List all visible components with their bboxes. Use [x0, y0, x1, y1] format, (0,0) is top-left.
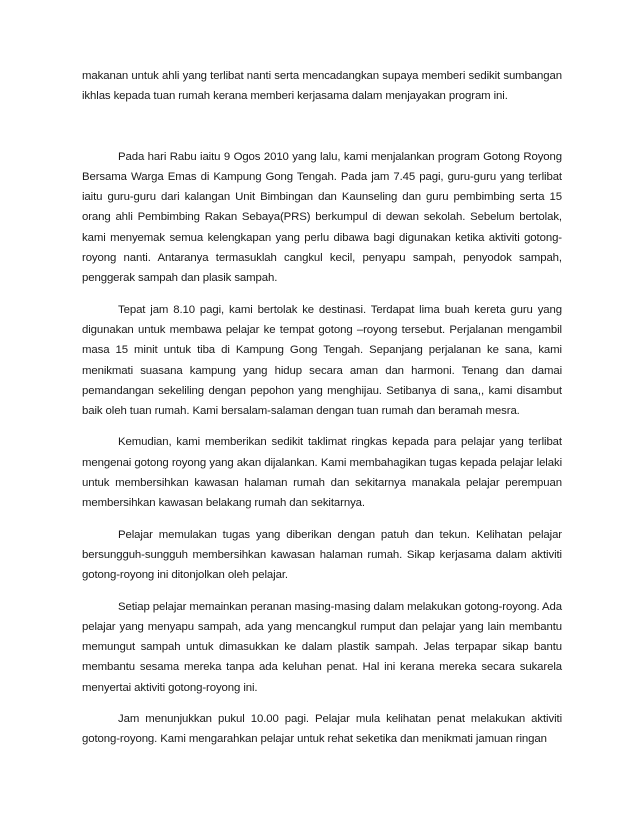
document-body — [82, 66, 562, 750]
paragraph-program-intro: Pada hari Rabu iaitu 9 Ogos 2010 yang lalu, kami menjalankan program Gotong Royong Bersama Warga Emas di Kampung Gong Tengah. Pada jam 7.45 pagi, guru-guru yang terlibat iaitu guru-guru dari kalangan Unit Bimbingan dan Kaunseling dan guru pembimbing serta 15 orang ahli Pembimbing Rakan Sebaya(PRS) berkumpul di dewan sekolah. Sebelum bertolak, kami menyemak semua kelengkapan yang perlu dibawa bagi digunakan ketika aktiviti gotong-royong nanti. Antaranya termasuklah cangkul kecil, penyapu sampah, penyodok sampah, penggerak sampah dan plasik sampah. — [82, 150, 562, 285]
paragraph-roles: Setiap pelajar memainkan peranan masing-masing dalam melakukan gotong-royong. Ada pelajar yang menyapu sampah, ada yang mencangkul rumput dan pelajar yang lain membantu memungut sampah untuk dimasukkan ke dalam plastik sampah. Jelas terpapar sikap bantu membantu sesama mereka tanpa ada keluhan penat. Hal ini kerana mereka secara sukarela menyertai aktiviti gotong-royong ini. — [82, 600, 562, 694]
paragraph-departure: Tepat jam 8.10 pagi, kami bertolak ke destinasi. Terdapat lima buah kereta guru yang digunakan untuk membawa pelajar ke tempat gotong –royong tersebut. Perjalanan mengambil masa 15 minit untuk tiba di Kampung Gong Tengah. Sepanjang perjalanan ke sana, kami menikmati suasana kampung yang hidup secara aman dan harmoni. Tenang dan damai pemandangan sekeliling dengan pepohon yang menghijau. Setibanya di sana,, kami disambut baik oleh tuan rumah. Kami bersalam-salaman dengan tuan rumah dan beramah mesra. — [82, 303, 562, 418]
paragraph-briefing: Kemudian, kami memberikan sedikit taklimat ringkas kepada para pelajar yang terlibat mengenai gotong royong yang akan dijalankan. Kami membahagikan tugas kepada pelajar lelaki untuk membersihkan kawasan halaman rumah dan sekitarnya manakala pelajar perempuan membersihkan kawasan belakang rumah dan sekitarnya. — [82, 436, 562, 510]
paragraph-rest: Jam menunjukkan pukul 10.00 pagi. Pelajar mula kelihatan penat melakukan aktiviti gotong-royong. Kami mengarahkan pelajar untuk rehat seketika dan menikmati jamuan ringan — [82, 713, 562, 746]
paragraph-continuation: makanan untuk ahli yang terlibat nanti serta mencadangkan supaya memberi sedikit sumbangan ikhlas kepada tuan rumah kerana memberi kerjasama dalam menjayakan program ini. — [82, 70, 562, 103]
paragraph-task-start: Pelajar memulakan tugas yang diberikan dengan patuh dan tekun. Kelihatan pelajar bersungguh-sungguh membersihkan kawasan halaman rumah. Sikap kerjasama dalam aktiviti gotong-royong ini ditonjolkan oleh pelajar. — [82, 528, 562, 582]
